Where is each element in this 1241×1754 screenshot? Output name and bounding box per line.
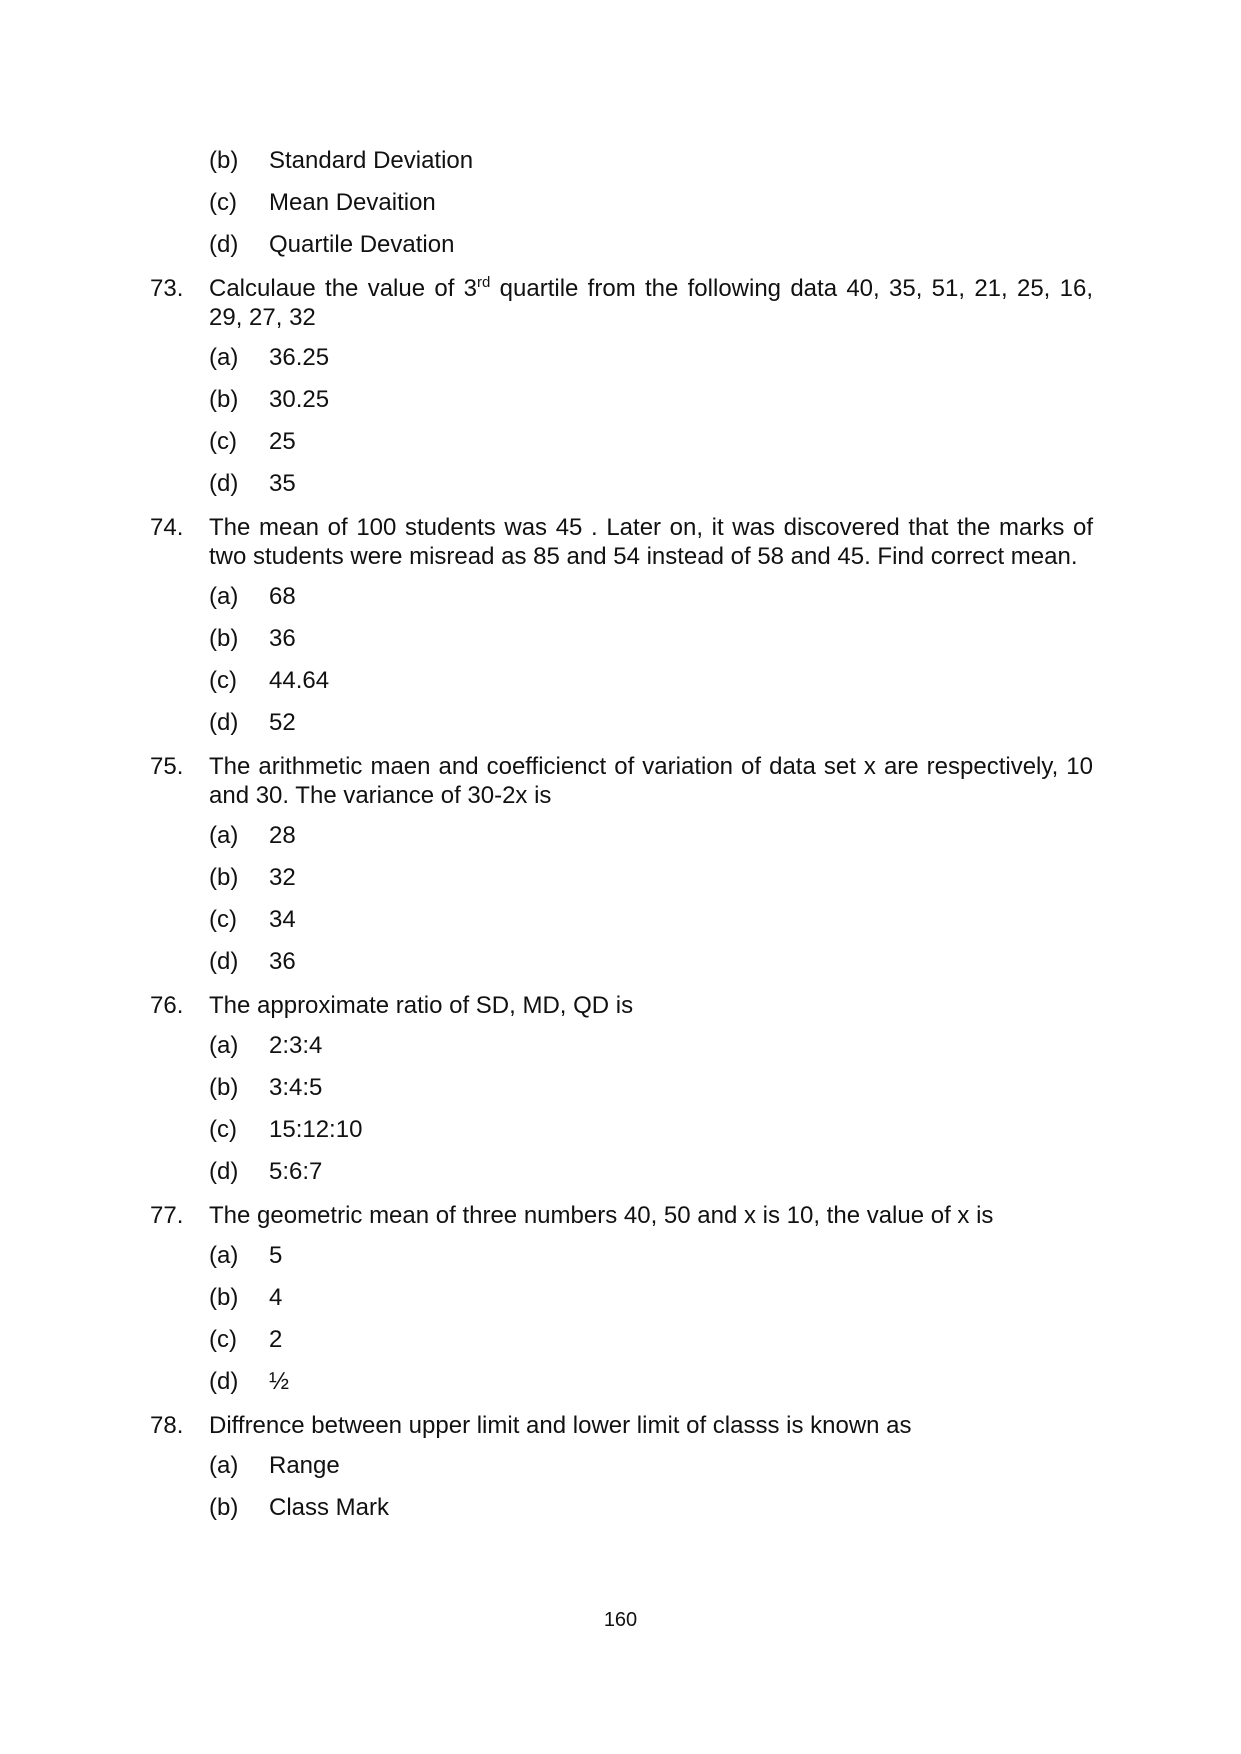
option-label: (a): [209, 1452, 239, 1479]
option-d: [209, 710, 1093, 736]
option-label: (b): [209, 386, 239, 413]
option-a: [209, 1033, 1093, 1059]
option-text: Class Mark: [269, 1494, 390, 1521]
option-text: Standard Deviation: [269, 147, 474, 174]
option-text: 15:12:10: [269, 1116, 363, 1143]
option-b: [209, 1495, 1093, 1521]
option-d: [209, 1159, 1093, 1185]
option-text: Range: [269, 1452, 340, 1479]
option-label: (c): [209, 1116, 237, 1143]
option-label: (a): [209, 822, 239, 849]
question-number: 78.: [150, 1412, 184, 1439]
question-number: 77.: [150, 1202, 184, 1229]
option-d: [209, 232, 1093, 258]
question-number: 76.: [150, 992, 184, 1019]
question-number: 75.: [150, 753, 184, 780]
option-text: ½: [269, 1368, 290, 1395]
question-text: The mean of 100 students was 45 . Later on, it was discovered that the marks of two students were misread as 85 and 54 instead of 58 and 45. Find correct mean.: [209, 514, 1093, 570]
option-a: [209, 345, 1093, 371]
option-d: [209, 1369, 1093, 1395]
option-label: (b): [209, 1284, 239, 1311]
option-label: (c): [209, 428, 237, 455]
option-label: (a): [209, 1032, 239, 1059]
option-c: [209, 1327, 1093, 1353]
question-text-part: Calculaue the value of 3: [209, 275, 478, 302]
option-label: (c): [209, 906, 237, 933]
question-text: The approximate ratio of SD, MD, QD is: [209, 992, 634, 1019]
option-label: (d): [209, 948, 239, 975]
option-a: [209, 823, 1093, 849]
page-number: 160: [603, 1609, 638, 1631]
option-text: 34: [269, 906, 296, 933]
option-a: [209, 1453, 1093, 1479]
option-label: (a): [209, 1242, 239, 1269]
option-text: 5:6:7: [269, 1158, 323, 1185]
option-label: (b): [209, 625, 239, 652]
option-label: (b): [209, 864, 239, 891]
option-b: [209, 1285, 1093, 1311]
option-b: [209, 865, 1093, 891]
question-77: [150, 1201, 1093, 1230]
option-c: [209, 429, 1093, 455]
option-a: [209, 584, 1093, 610]
option-text: 3:4:5: [269, 1074, 323, 1101]
option-text: 30.25: [269, 386, 330, 413]
option-c: [209, 907, 1093, 933]
option-text: 2: [269, 1326, 283, 1353]
option-c: [209, 190, 1093, 216]
question-text: The geometric mean of three numbers 40, 50 and x is 10, the value of x is: [209, 1202, 994, 1229]
question-text: The arithmetic maen and coefficienct of variation of data set x are respectively, 10 and 30. The variance of 30-2x is: [209, 753, 1093, 809]
option-text: 5: [269, 1242, 283, 1269]
option-text: 44.64: [269, 667, 330, 694]
question-75: [150, 752, 1093, 810]
option-label: (a): [209, 344, 239, 371]
option-label: (d): [209, 1158, 239, 1185]
option-label: (d): [209, 231, 239, 258]
option-text: Quartile Devation: [269, 231, 455, 258]
option-label: (c): [209, 1326, 237, 1353]
option-text: 25: [269, 428, 296, 455]
question-text: Diffrence between upper limit and lower limit of classs is known as: [209, 1412, 912, 1439]
option-d: [209, 471, 1093, 497]
option-label: (b): [209, 1494, 239, 1521]
option-label: (c): [209, 667, 237, 694]
question-76: [150, 991, 1093, 1020]
page-content: [150, 148, 1093, 1537]
question-74: [150, 513, 1093, 571]
question-number: 73.: [150, 275, 184, 302]
question-78: [150, 1411, 1093, 1440]
option-c: [209, 1117, 1093, 1143]
question-number: 74.: [150, 514, 184, 541]
option-label: (a): [209, 583, 239, 610]
ordinal-superscript: rd: [477, 274, 491, 291]
option-text: 52: [269, 709, 296, 736]
option-text: 35: [269, 470, 296, 497]
option-label: (d): [209, 470, 239, 497]
option-text: 68: [269, 583, 296, 610]
question-text-part: quartile from the following data 40, 35, 51, 21, 25, 16, 29, 27, 32: [209, 275, 1093, 331]
option-b: [209, 1075, 1093, 1101]
option-text: 36.25: [269, 344, 330, 371]
option-label: (b): [209, 1074, 239, 1101]
option-label: (c): [209, 189, 237, 216]
option-text: 36: [269, 948, 296, 975]
option-text: 4: [269, 1284, 283, 1311]
option-b: [209, 148, 1093, 174]
option-text: Mean Devaition: [269, 189, 436, 216]
option-text: 2:3:4: [269, 1032, 323, 1059]
option-a: [209, 1243, 1093, 1269]
option-label: (d): [209, 1368, 239, 1395]
option-label: (d): [209, 709, 239, 736]
option-label: (b): [209, 147, 239, 174]
option-text: 32: [269, 864, 296, 891]
question-73: [150, 274, 1093, 332]
option-b: [209, 387, 1093, 413]
question-text: [209, 274, 1093, 332]
option-d: [209, 949, 1093, 975]
option-b: [209, 626, 1093, 652]
option-c: [209, 668, 1093, 694]
option-text: 36: [269, 625, 296, 652]
option-text: 28: [269, 822, 296, 849]
